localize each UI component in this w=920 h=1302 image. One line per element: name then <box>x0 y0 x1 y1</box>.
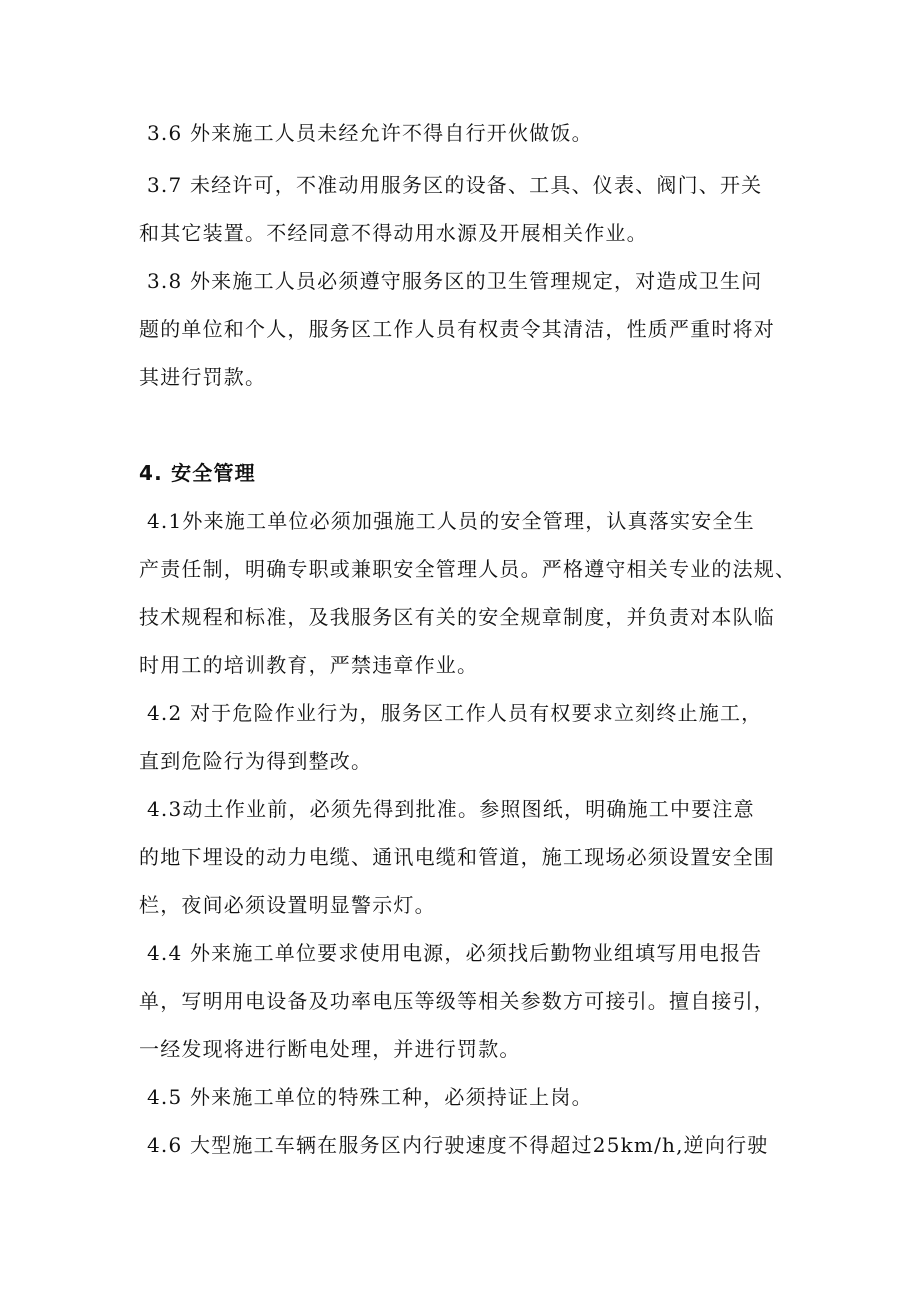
clause-4-4-line-1: 4.4 外来施工单位要求使用电源，必须找后勤物业组填写用电报告 <box>147 941 763 965</box>
clause-4-2-line-1: 4.2 对于危险作业行为，服务区工作人员有权要求立刻终止施工， <box>147 701 763 725</box>
clause-3-7-line-1: 3.7 未经许可，不准动用服务区的设备、工具、仪表、阀门、开关 <box>147 173 763 197</box>
clause-4-4-line-3: 一经发现将进行断电处理，并进行罚款。 <box>139 1037 521 1061</box>
clause-4-1-line-1: 4.1外来施工单位必须加强施工人员的安全管理，认真落实安全生 <box>147 509 755 533</box>
clause-4-6-line-1: 4.6 大型施工车辆在服务区内行驶速度不得超过25km/h,逆向行驶 <box>147 1133 769 1157</box>
section-4-heading: 4. 安全管理 <box>139 461 256 485</box>
clause-4-5-line-1: 4.5 外来施工单位的特殊工种，必须持证上岗。 <box>147 1085 593 1109</box>
clause-3-8-line-2: 题的单位和个人，服务区工作人员有权责令其清洁，性质严重时将对 <box>139 317 775 341</box>
clause-4-2-line-2: 直到危险行为得到整改。 <box>139 749 373 773</box>
clause-3-8-line-3: 其进行罚款。 <box>139 365 267 389</box>
clause-4-1-line-2: 产责任制，明确专职或兼职安全管理人员。严格遵守相关专业的法规、 <box>139 557 797 581</box>
clause-4-3-line-3: 栏，夜间必须设置明显警示灯。 <box>139 893 436 917</box>
clause-4-3-line-1: 4.3动土作业前，必须先得到批准。参照图纸，明确施工中要注意 <box>147 797 755 821</box>
clause-4-1-line-4: 时用工的培训教育，严禁违章作业。 <box>139 653 479 677</box>
clause-4-1-line-3: 技术规程和标准，及我服务区有关的安全规章制度，并负责对本队临 <box>139 605 775 629</box>
clause-3-7-line-2: 和其它装置。不经同意不得动用水源及开展相关作业。 <box>139 221 648 245</box>
clause-3-6-line: 3.6 外来施工人员未经允许不得自行开伙做饭。 <box>147 121 593 145</box>
clause-4-4-line-2: 单，写明用电设备及功率电压等级等相关参数方可接引。擅自接引， <box>139 989 775 1013</box>
clause-3-8-line-1: 3.8 外来施工人员必须遵守服务区的卫生管理规定，对造成卫生问 <box>147 269 763 293</box>
clause-4-3-line-2: 的地下埋设的动力电缆、通讯电缆和管道，施工现场必须设置安全围 <box>139 845 775 869</box>
